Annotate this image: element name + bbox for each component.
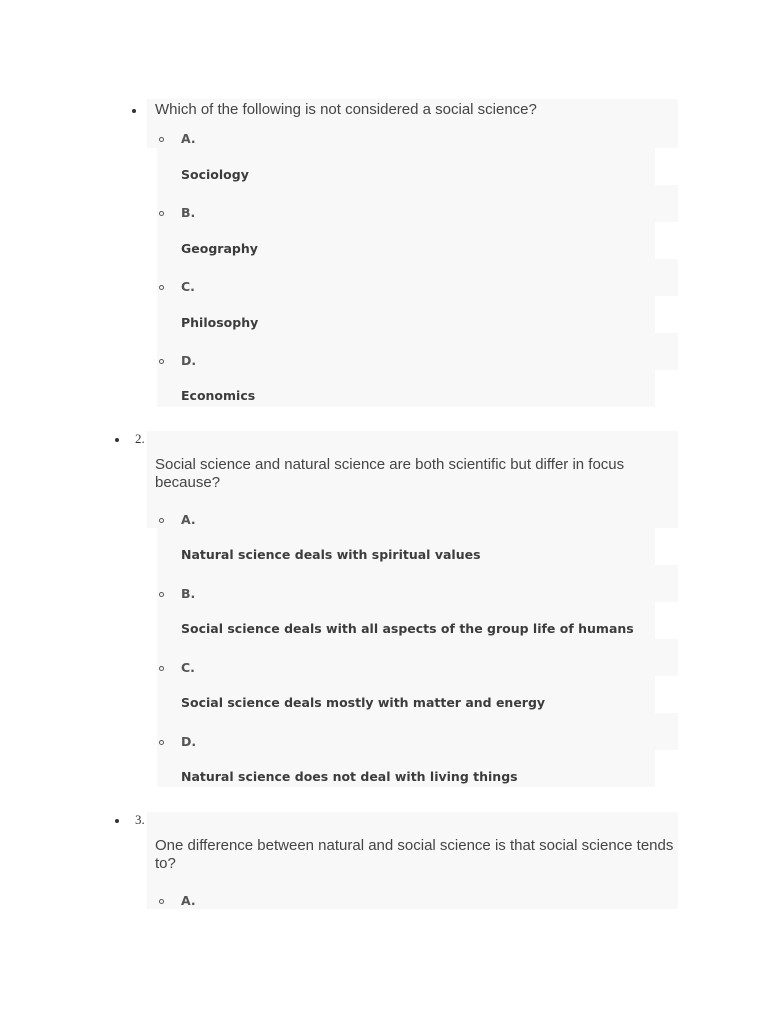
radio-circle-icon[interactable] bbox=[159, 740, 164, 745]
option-letter: C. bbox=[181, 660, 195, 675]
option-band bbox=[157, 259, 678, 296]
radio-circle-icon[interactable] bbox=[159, 211, 164, 216]
option-answer: Social science deals mostly with matter and energy bbox=[181, 695, 546, 710]
option-answer: Social science deals with all aspects of the group life of humans bbox=[181, 621, 634, 636]
bullet-icon bbox=[115, 819, 119, 823]
option-letter: D. bbox=[181, 734, 197, 749]
bullet-icon bbox=[132, 109, 136, 113]
option-answer: Sociology bbox=[181, 167, 249, 182]
option-band bbox=[157, 713, 678, 750]
question-text: Social science and natural science are both scientific but differ in focus because? bbox=[155, 456, 625, 491]
radio-circle-icon[interactable] bbox=[159, 666, 164, 671]
bullet-icon bbox=[115, 438, 119, 442]
question-text: Which of the following is not considered a social science? bbox=[155, 101, 537, 118]
option-letter: A. bbox=[181, 512, 196, 527]
question-number: 2. bbox=[135, 431, 145, 446]
option-letter: B. bbox=[181, 586, 196, 601]
radio-circle-icon[interactable] bbox=[159, 285, 164, 290]
radio-circle-icon[interactable] bbox=[159, 359, 164, 364]
radio-circle-icon[interactable] bbox=[159, 592, 164, 597]
radio-circle-icon[interactable] bbox=[159, 137, 164, 142]
option-band bbox=[157, 565, 678, 602]
option-answer: Natural science does not deal with living things bbox=[181, 769, 518, 784]
option-letter: C. bbox=[181, 279, 195, 294]
option-letter: B. bbox=[181, 205, 196, 220]
radio-circle-icon[interactable] bbox=[159, 518, 164, 523]
option-band bbox=[157, 333, 678, 370]
option-answer: Natural science deals with spiritual values bbox=[181, 547, 481, 562]
option-letter: D. bbox=[181, 353, 197, 368]
option-answer: Philosophy bbox=[181, 315, 259, 330]
option-letter: A. bbox=[181, 131, 196, 146]
radio-circle-icon[interactable] bbox=[159, 899, 164, 904]
option-answer: Geography bbox=[181, 241, 258, 256]
option-letter: A. bbox=[181, 893, 196, 908]
option-band bbox=[157, 185, 678, 222]
question-text: One difference between natural and social science is that social science tends to? bbox=[155, 837, 674, 872]
option-answer: Economics bbox=[181, 388, 256, 403]
question-number: 3. bbox=[135, 812, 145, 827]
option-band bbox=[157, 639, 678, 676]
